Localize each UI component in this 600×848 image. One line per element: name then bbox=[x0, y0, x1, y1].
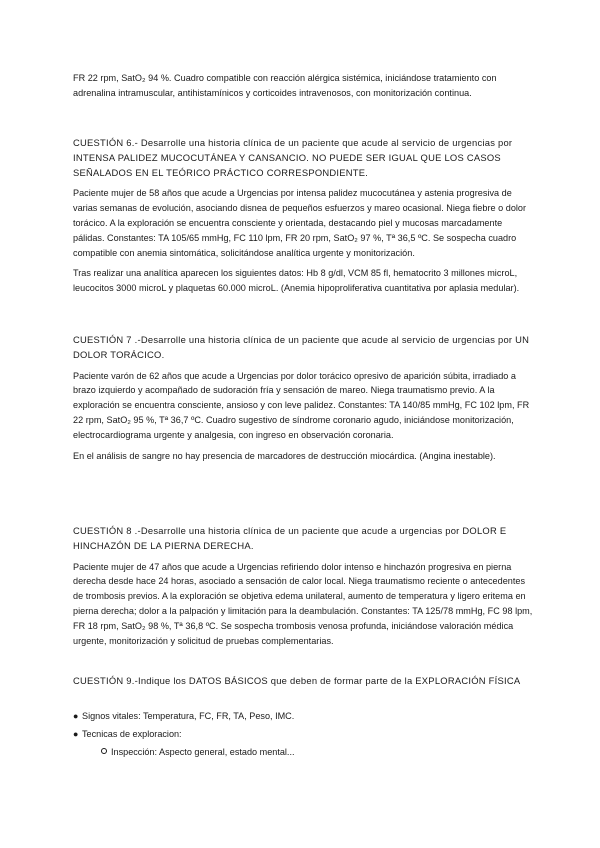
question-6-section bbox=[73, 136, 533, 296]
question-7-answer-paragraph-2: En el análisis de sangre no hay presencia de marcadores de destrucción miocárdica. (Angina inestable). bbox=[73, 450, 496, 461]
bullet-text: Signos vitales: Temperatura, FC, FR, TA, Peso, IMC. bbox=[82, 711, 295, 721]
question-6-heading: CUESTIÓN 6.- Desarrolle una historia clínica de un paciente que acude al servicio de urgencias por INTENSA PALIDEZ MUCOCUTÁNEA Y CANSANCIO. NO PUEDE SER IGUAL QUE LOS CASOS SEÑALADOS EN EL TEÓRICO PRÁCTICO CORRESPONDIENTE. bbox=[73, 137, 513, 178]
question-7-answer-paragraph-1: Paciente varón de 62 años que acude a Urgencias por dolor torácico opresivo de aparición súbita, irradiado a brazo izquierdo y acompañado de sudoración fría y sensación de mareo. Niega traumatismo previo. A la exploración se encuentra consciente, ansioso y con leve palidez. Constantes: TA 140/85 mmHg, FC 102 lpm, FR 22 rpm, SatO₂ 95 %, Tª 36,7 ºC. Cuadro sugestivo de síndrome coronario agudo, iniciándose monitorización, electrocardiograma urgente y analgesia, con ingreso en observación coronaria. bbox=[73, 370, 530, 440]
sub-bullet-text: Inspección: Aspecto general, estado mental... bbox=[111, 747, 295, 757]
question-9-heading: CUESTIÓN 9.-Indique los DATOS BÁSICOS que deben de formar parte de la EXPLORACIÓN FÍSICA bbox=[73, 675, 521, 686]
question-8-section bbox=[73, 524, 533, 648]
intro-paragraph: FR 22 rpm, SatO₂ 94 %. Cuadro compatible con reacción alérgica sistémica, iniciándose tratamiento con adrenalina intramuscular, antihistamínicos y corticoides intravenosos, con monitorización continua. bbox=[73, 73, 497, 98]
question-6-answer-paragraph-1: Paciente mujer de 58 años que acude a Urgencias por intensa palidez mucocutánea y astenia progresiva de varias semanas de evolución, asociando disnea de pequeños esfuerzos y mareo ocasional. Niega fiebre o dolor torácico. A la exploración se encuentra consciente y orientada, destacando piel y mucosas marcadamente pálidas. Constantes: TA 105/65 mmHg, FC 110 lpm, FR 20 rpm, SatO₂ 97 %, Tª 36,5 ºC. Se sospecha cuadro compatible con anemia sintomática, solicitándose analítica urgente y monitorización. bbox=[73, 188, 527, 258]
bullet-text: Tecnicas de exploracion: bbox=[82, 729, 182, 739]
question-7-heading: CUESTIÓN 7 .-Desarrolle una historia clínica de un paciente que acude al servicio de urgencias por UN DOLOR TORÁCICO. bbox=[73, 334, 530, 360]
question-8-heading: CUESTIÓN 8 .-Desarrolle una historia clínica de un paciente que acude a urgencias por DOLOR E HINCHAZÓN DE LA PIERNA DERECHA. bbox=[73, 525, 507, 551]
question-7-section bbox=[73, 333, 533, 463]
question-8-answer-paragraph: Paciente mujer de 47 años que acude a Urgencias refiriendo dolor intenso e hinchazón progresiva en pierna derecha desde hace 24 horas, asociado a sensación de calor local. Niega traumatismo reciente o antecedentes de trombosis previos. A la exploración se objetiva edema unilateral, aumento de temperatura y ligero eritema en pierna derecha; dolor a la palpación y limitación para la deambulación. Constantes: TA 125/78 mmHg, FC 98 lpm, FR 18 rpm, SatO₂ 98 %, Tª 36,8 ºC. Se sospecha trombosis venosa profunda, iniciándose valoración médica urgente, monitorización y solicitud de pruebas complementarias. bbox=[73, 561, 533, 646]
question-9-section bbox=[73, 674, 533, 689]
bullet-icon: ● bbox=[73, 711, 79, 721]
bullet-item-vital-signs bbox=[73, 710, 294, 723]
bullet-icon: ● bbox=[73, 729, 79, 739]
sub-bullet-item-inspection bbox=[101, 746, 295, 759]
question-6-answer-paragraph-2: Tras realizar una analítica aparecen los siguientes datos: Hb 8 g/dl, VCM 85 fl, hematocrito 3 millones microL, leucocitos 3000 microL y plaquetas 60.000 microL. (Anemia hipoproliferativa cuantitativa por aplasia medular). bbox=[73, 268, 520, 294]
bullet-item-techniques bbox=[73, 728, 182, 741]
hollow-bullet-icon bbox=[101, 748, 107, 754]
intro-section bbox=[73, 71, 533, 101]
